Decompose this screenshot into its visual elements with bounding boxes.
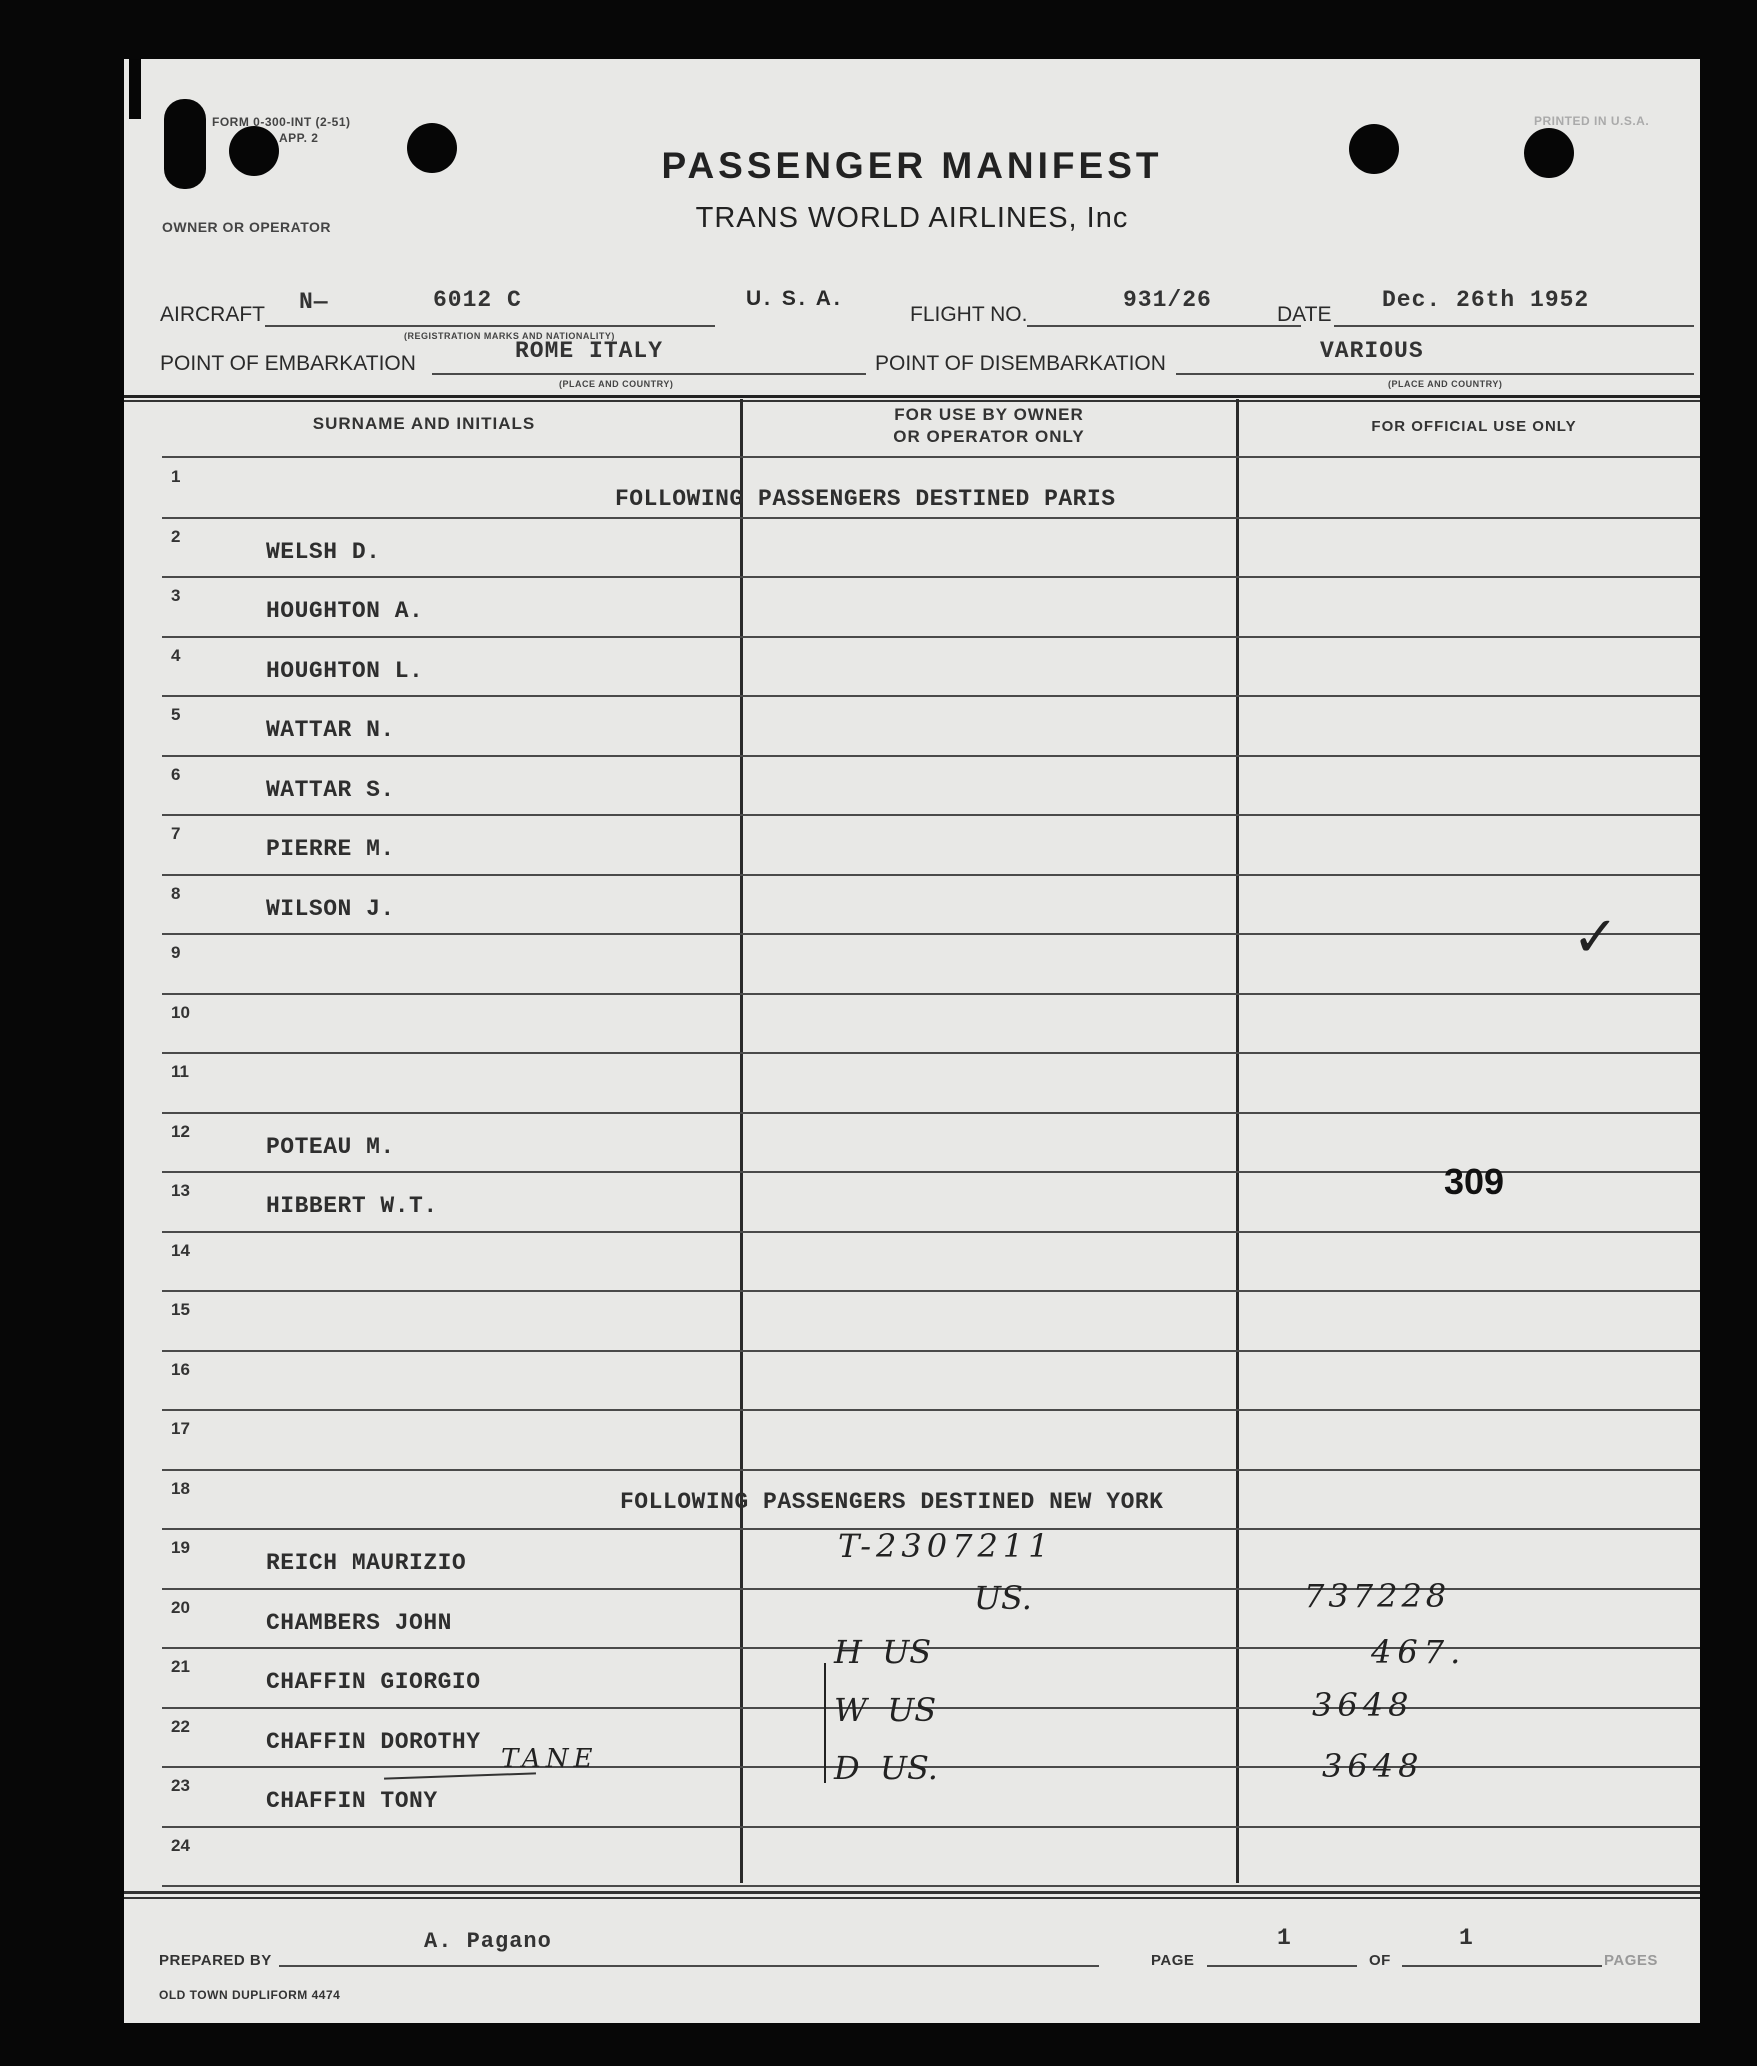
page-number: 1 [1277,1925,1292,1951]
row-rule [162,1231,1700,1233]
passenger-name: POTEAU M. [266,1133,395,1160]
passenger-name: CHAFFIN GIORGIO [266,1669,481,1695]
handwritten-owner-row22: W US [834,1691,937,1729]
form-id: FORM 0-300-INT (2-51) [212,115,351,129]
handwritten-owner-row19: T-2307211 [838,1527,1054,1565]
pages-label: PAGES [1604,1952,1658,1969]
row-rule [162,1350,1700,1352]
passenger-name: HOUGHTON L. [266,657,424,684]
row-number: 11 [171,1062,189,1081]
row-number: 20 [171,1597,190,1617]
row-number: 4 [171,645,181,665]
page-total: 1 [1459,1925,1474,1951]
row-number: 5 [171,705,181,724]
row-number: 9 [171,943,181,962]
row-number: 23 [171,1776,190,1795]
aircraft-prefix: N— [299,289,329,315]
bracket-line [824,1663,826,1783]
row-number: 22 [171,1716,190,1736]
passenger-name: WATTAR S. [266,776,395,803]
handwritten-official-row22: 3648 [1312,1686,1414,1724]
row-number: 19 [171,1538,190,1557]
embarkation-value: ROME ITALY [515,338,664,364]
row-rule [162,636,1700,638]
owner-operator-label: OWNER OR OPERATOR [162,219,331,235]
disembarkation-caption: (PLACE AND COUNTRY) [1388,379,1503,389]
airline-name: TRANS WORLD AIRLINES, Inc [695,202,1129,234]
row-rule [162,1826,1700,1828]
row-rule [162,993,1700,995]
col-header-official-use: FOR OFFICIAL USE ONLY [1371,418,1577,435]
row-number: 21 [171,1657,190,1676]
passenger-name: REICH MAURIZIO [266,1550,467,1576]
passenger-name: PIERRE M. [266,836,395,862]
handwritten-official-row20: 737228 [1304,1577,1451,1615]
passenger-name: WELSH D. [266,538,381,565]
passenger-name: CHAFFIN TONY [266,1788,438,1814]
row-rule [162,1469,1700,1471]
paris-section-heading: FOLLOWING PASSENGERS DESTINED PARIS [615,486,1116,512]
torn-corner-blot [129,59,141,119]
disembarkation-label: POINT OF DISEMBARKATION [875,352,1166,375]
manifest-page [124,59,1700,2023]
row-rule [162,874,1700,876]
row-number: 13 [171,1181,190,1200]
embarkation-caption: (PLACE AND COUNTRY) [559,379,674,389]
page-label: PAGE [1151,1952,1195,1969]
row-number: 12 [171,1121,190,1141]
row-rule [162,695,1700,697]
row-number: 24 [171,1835,190,1855]
row-rule [162,576,1700,578]
row-number: 14 [171,1240,190,1260]
check-mark-icon: ✓ [1572,905,1619,968]
passenger-name: CHAMBERS JOHN [266,1609,452,1636]
passenger-name: HIBBERT W.T. [266,1193,438,1219]
disembarkation-value: VARIOUS [1320,338,1424,364]
row-number: 10 [171,1002,190,1022]
embarkation-label: POINT OF EMBARKATION [160,352,416,375]
row-rule [162,755,1700,757]
aircraft-registration: 6012 C [433,287,522,313]
row-rule [162,933,1700,935]
flight-label: FLIGHT NO. [910,303,1028,326]
registration-caption: (REGISTRATION MARKS AND NATIONALITY) [404,331,615,341]
row-number: 3 [171,586,181,605]
row-number: 17 [171,1419,190,1438]
handwritten-name-correction-row23: TANE [501,1744,598,1774]
row-rule [162,1885,1700,1887]
handwritten-official-row23: 3648 [1322,1747,1424,1785]
flight-date: Dec. 26th 1952 [1382,287,1590,313]
nationality: U. S. A. [746,287,843,310]
aircraft-label: AIRCRAFT [160,303,265,326]
row-rule [162,1112,1700,1114]
col-header-surname: SURNAME AND INITIALS [312,414,536,433]
prepared-by-value: A. Pagano [424,1929,552,1954]
row-number: 1 [171,467,181,486]
stamp-number: 309 [1444,1161,1505,1202]
handwritten-owner-row20: US. [974,1579,1032,1617]
form-app: APP. 2 [279,131,319,145]
row-rule [162,1052,1700,1054]
row-number: 6 [171,764,181,784]
prepared-by-label: PREPARED BY [159,1952,272,1969]
newyork-section-heading: FOLLOWING PASSENGERS DESTINED NEW YORK [620,1489,1164,1515]
row-number: 18 [171,1478,190,1498]
form-name: OLD TOWN DUPLIFORM 4474 [159,1988,341,2002]
row-rule [162,1290,1700,1292]
printed-in: PRINTED IN U.S.A. [1534,114,1650,128]
row-rule [162,517,1700,519]
row-rule [162,1409,1700,1411]
date-label: DATE [1277,303,1332,326]
row-number: 7 [171,824,181,843]
page-title: PASSENGER MANIFEST [661,145,1163,186]
passenger-name: CHAFFIN DOROTHY [266,1728,481,1755]
col-header-owner-use: FOR USE BY OWNER OR OPERATOR ONLY [893,405,1085,446]
row-rule [162,1588,1700,1590]
of-label: OF [1369,1952,1391,1969]
row-number: 16 [171,1359,190,1379]
handwritten-official-row21: 467. [1371,1633,1467,1671]
row-rule [162,814,1700,816]
row-number: 15 [171,1300,190,1319]
handwritten-owner-row23: D US. [834,1749,938,1787]
row-number: 2 [171,526,181,546]
flight-number: 931/26 [1123,287,1212,313]
row-number: 8 [171,883,181,903]
passenger-name: WATTAR N. [266,717,395,743]
handwritten-owner-row21: H US [834,1633,932,1671]
passenger-name: WILSON J. [266,895,395,922]
passenger-name: HOUGHTON A. [266,598,424,624]
